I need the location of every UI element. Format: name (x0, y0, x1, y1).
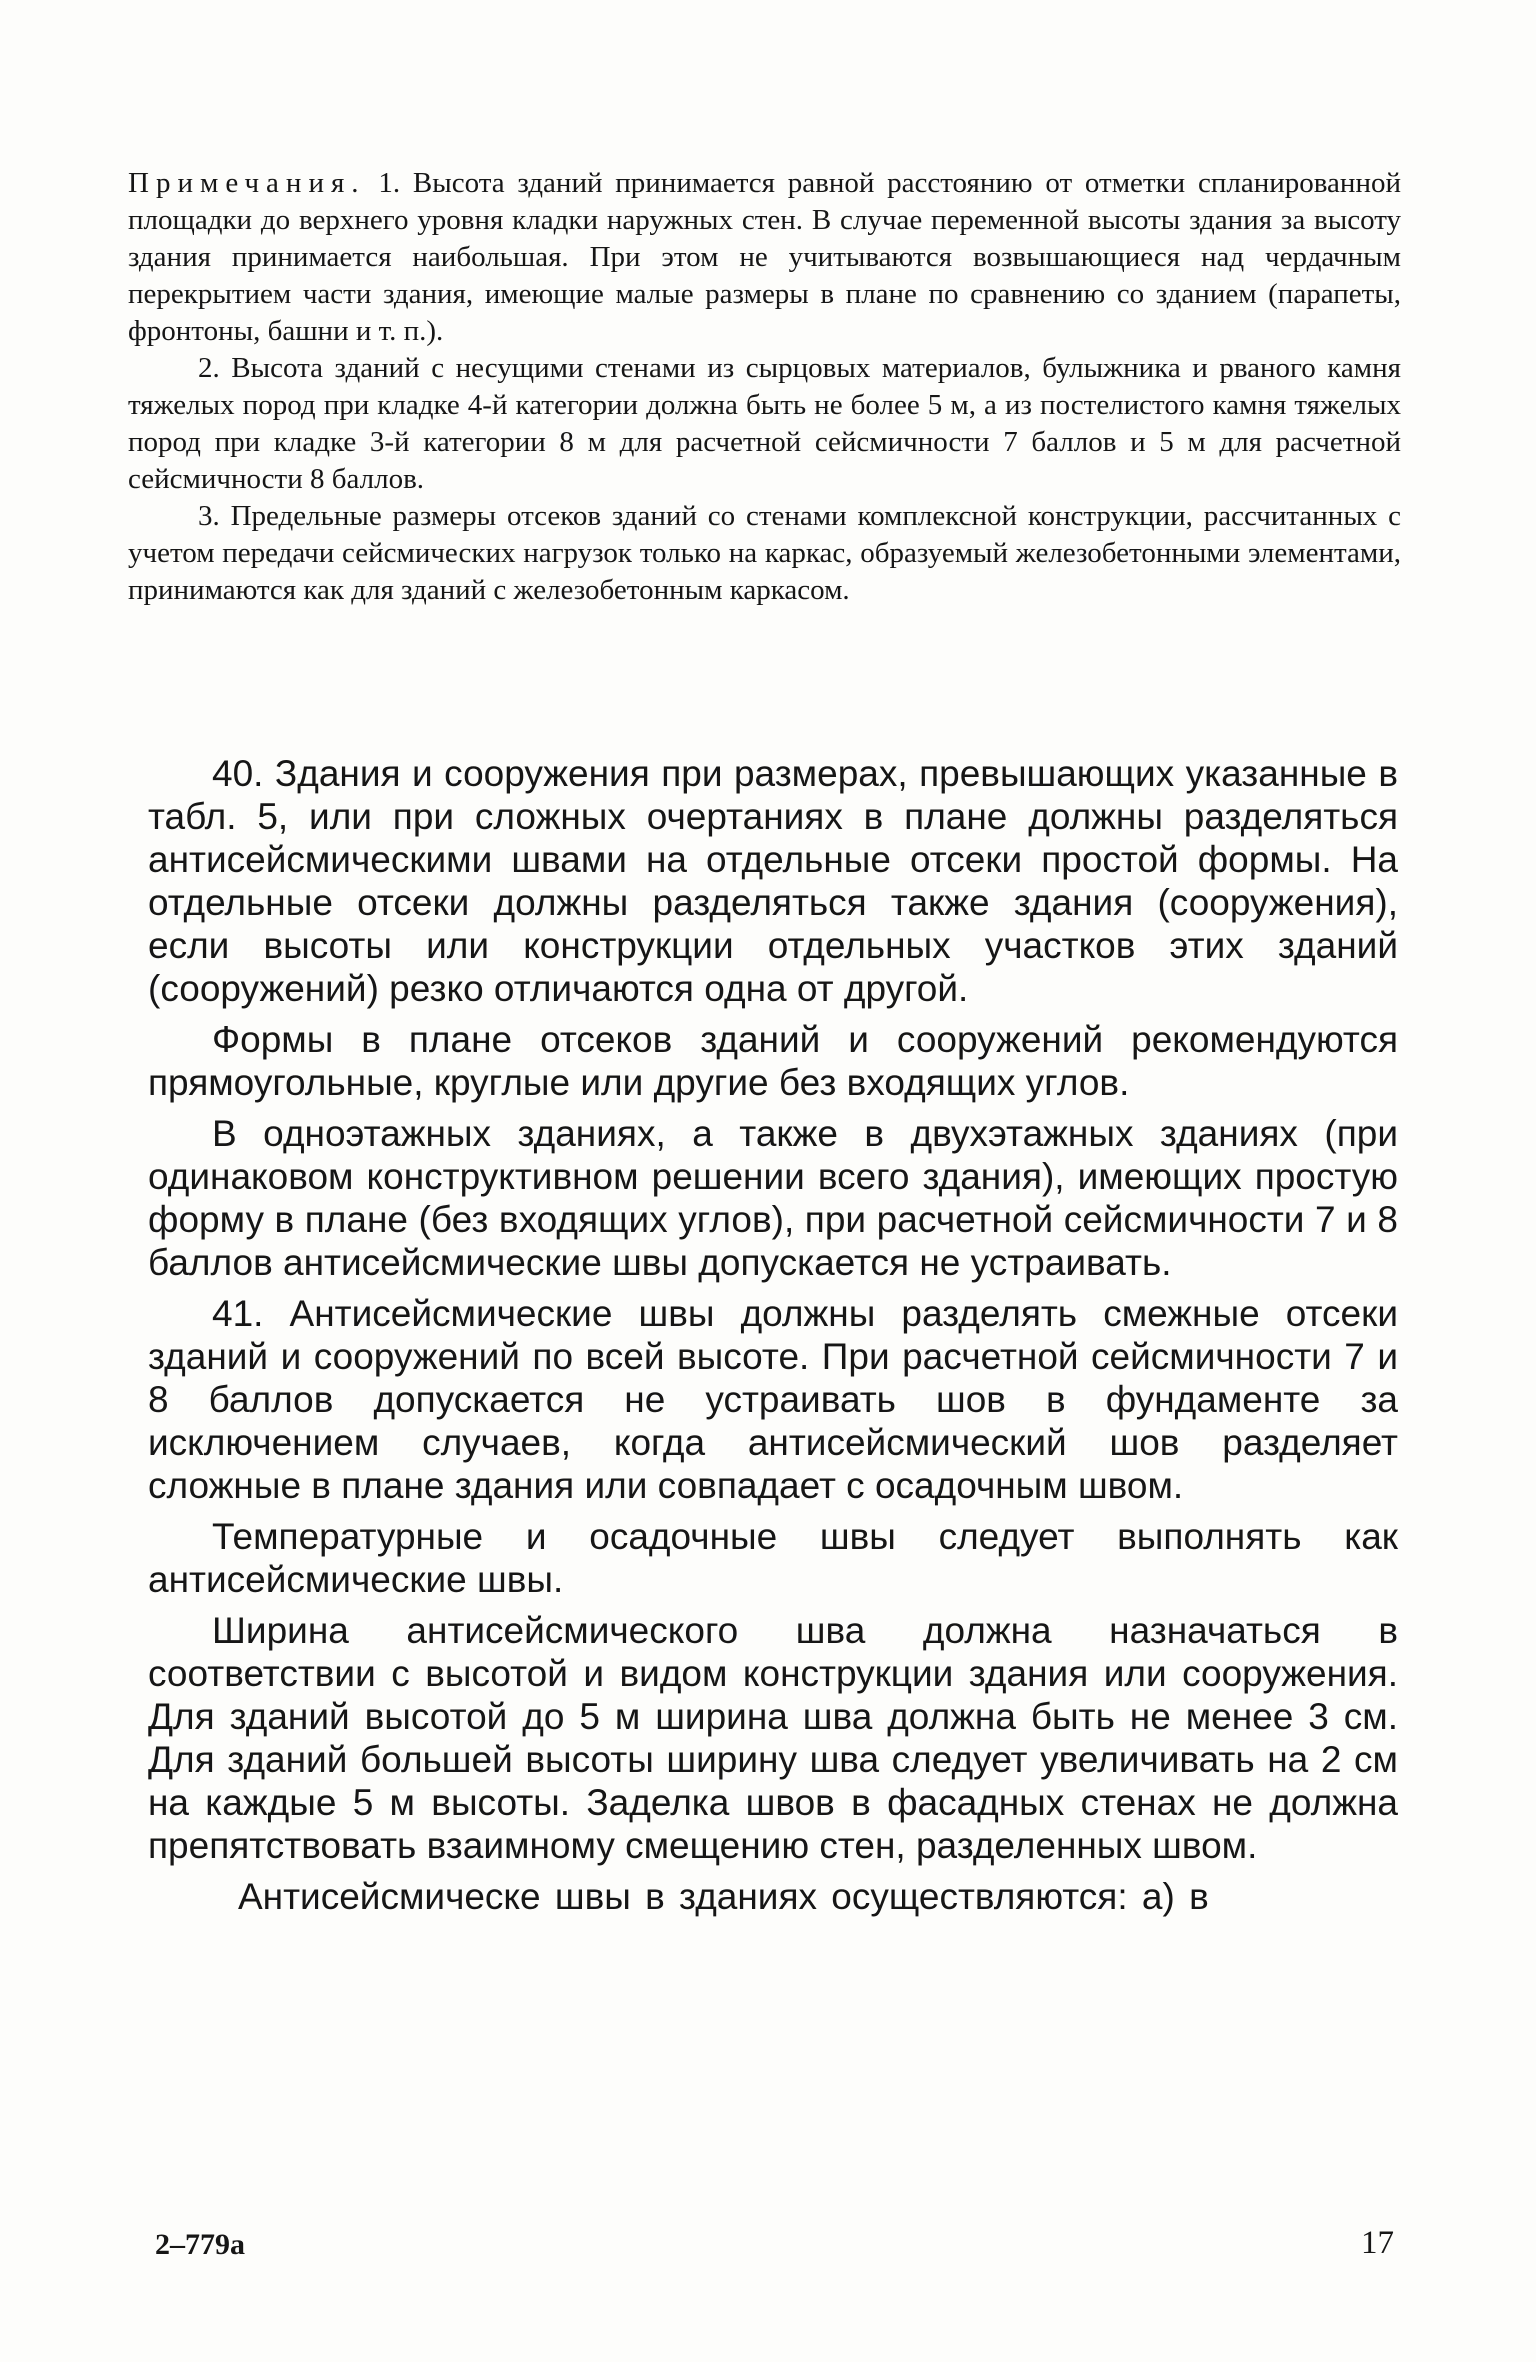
paragraph-40-forms: Формы в плане отсеков зданий и сооружений рекомендуются прямоугольные, круглые или другие без входящих углов. (148, 1019, 1398, 1103)
paragraph-41: 41. Антисейсмические швы должны разделять смежные отсеки зданий и сооружений по всей высоте. При расчетной сейсмичности 7 и 8 баллов допускается не устраивать шов в фундаменте за исключением случаев, когда антисейсмический шов разделяет сложные в плане здания или совпадает с осадочным швом. (148, 1293, 1398, 1506)
notes-block (128, 165, 1401, 609)
notes-lead: Примечания. (128, 167, 366, 199)
note-3: 3. Предельные размеры отсеков зданий со стенами комплексной конструкции, рассчитанных с учетом передачи сейсмических нагрузок только на каркас, образуемый железобетонными элементами, принимаются как для зданий с железобетонным каркасом. (128, 500, 1401, 606)
paragraph-40-single-storey: В одноэтажных зданиях, а также в двухэтажных зданиях (при одинаковом конструктивном решении всего здания), имеющих простую форму в плане (без входящих углов), при расчетной сейсмичности 7 и 8 баллов антисейсмические швы допускается не устраивать. (148, 1113, 1398, 1283)
main-text (148, 752, 1398, 1926)
page-number: 17 (1361, 2225, 1394, 2261)
paragraph-40: 40. Здания и сооружения при размерах, превышающих указанные в табл. 5, или при сложных очертаниях в плане должны разделяться антисейсмическими швами на отдельные отсеки простой формы. На отдельные отсеки должны разделяться также здания (сооружения), если высоты или конструкции отдельных участков этих зданий (сооружений) резко отличаются одна от другой. (148, 753, 1398, 1009)
note-2: 2. Высота зданий с несущими стенами из сырцовых материалов, булыжника и рваного камня тяжелых пород при кладке 4-й категории должна быть не более 5 м, а из постелистого камня тяжелых пород при кладке 3-й категории 8 м для расчетной сейсмичности 7 баллов и 5 м для расчетной сейсмичности 8 баллов. (128, 352, 1401, 495)
printer-signature: 2–779а (155, 2228, 245, 2261)
paragraph-41-width: Ширина антисейсмического шва должна назначаться в соответствии с высотой и видом конструкции здания или сооружения. Для зданий высотой до 5 м ширина шва должна быть не менее 3 см. Для зданий большей высоты ширину шва следует увеличивать на 2 см на каждые 5 м высоты. Заделка швов в фасадных стенах не должна препятствовать взаимному смещению стен, разделенных швом. (148, 1610, 1398, 1866)
note-1-text: 1. Высота зданий принимается равной расстоянию от отметки спланированной площадки до верхнего уровня кладки наружных стен. В случае переменной высоты здания за высоту здания принимается наибольшая. При этом не учитываются возвышающиеся над чердачным перекрытием части здания, имеющие малые размеры в плане по сравнению со зданием (парапеты, фронтоны, башни и т. п.). (128, 167, 1401, 347)
paragraph-41-temperature: Температурные и осадочные швы следует выполнять как антисейсмические швы. (148, 1516, 1398, 1600)
note-1 (128, 165, 1401, 350)
paragraph-41-implementation: Антисейсмическе швы в зданиях осуществляются: а) в (238, 1876, 1209, 1917)
